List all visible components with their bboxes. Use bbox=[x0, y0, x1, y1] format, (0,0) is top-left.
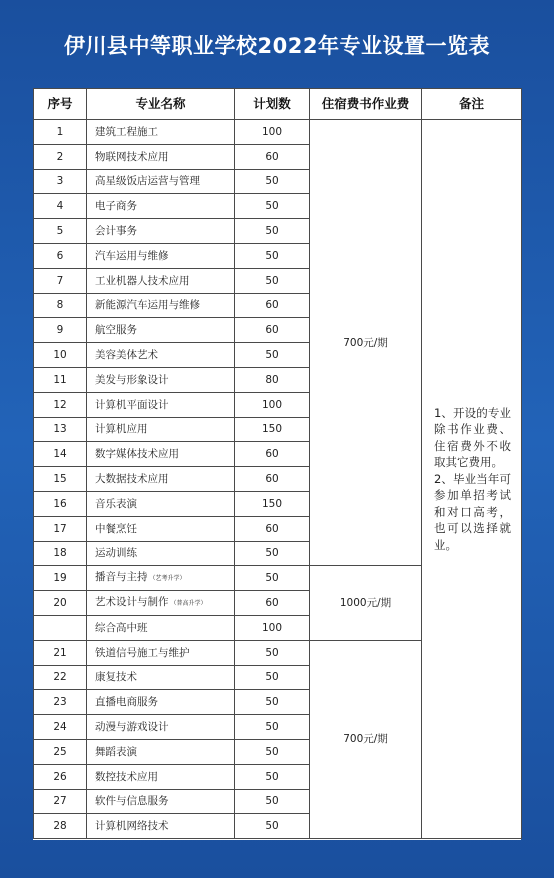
row-number: 13 bbox=[34, 417, 87, 442]
major-name: 工业机器人技术应用 bbox=[95, 274, 190, 287]
major-name: 航空服务 bbox=[95, 324, 137, 337]
major-name-cell bbox=[87, 120, 235, 145]
row-number: 17 bbox=[34, 516, 87, 541]
plan-count: 60 bbox=[235, 318, 310, 343]
plan-count: 60 bbox=[235, 591, 310, 616]
row-number: 25 bbox=[34, 739, 87, 764]
row-number: 27 bbox=[34, 789, 87, 814]
major-name-cell bbox=[87, 194, 235, 219]
major-name: 电子商务 bbox=[95, 200, 137, 213]
plan-count: 50 bbox=[235, 690, 310, 715]
plan-count: 50 bbox=[235, 343, 310, 368]
major-name-cell bbox=[87, 442, 235, 467]
row-number: 6 bbox=[34, 243, 87, 268]
major-name-cell bbox=[87, 789, 235, 814]
plan-count: 50 bbox=[235, 715, 310, 740]
row-number: 22 bbox=[34, 665, 87, 690]
major-name-cell bbox=[87, 318, 235, 343]
major-name: 舞蹈表演 bbox=[95, 745, 137, 758]
header-note: 备注 bbox=[422, 89, 522, 120]
major-name: 播音与主持 bbox=[95, 571, 148, 584]
major-name-cell bbox=[87, 516, 235, 541]
plan-count: 60 bbox=[235, 516, 310, 541]
plan-count: 80 bbox=[235, 367, 310, 392]
row-number: 10 bbox=[34, 343, 87, 368]
major-name: 计算机网络技术 bbox=[95, 820, 169, 833]
row-number: 18 bbox=[34, 541, 87, 566]
header-name: 专业名称 bbox=[87, 89, 235, 120]
major-name: 直播电商服务 bbox=[95, 696, 158, 709]
major-name-cell bbox=[87, 491, 235, 516]
fee-cell: 700元/期 bbox=[310, 640, 422, 838]
major-name-cell bbox=[87, 467, 235, 492]
major-name: 新能源汽车运用与维修 bbox=[95, 299, 200, 312]
plan-count: 150 bbox=[235, 491, 310, 516]
plan-count: 60 bbox=[235, 293, 310, 318]
major-name: 数字媒体技术应用 bbox=[95, 448, 179, 461]
major-name: 中餐烹饪 bbox=[95, 522, 137, 535]
row-number: 21 bbox=[34, 640, 87, 665]
row-number bbox=[34, 615, 87, 640]
major-note: （艺考升学） bbox=[149, 575, 186, 583]
major-name-cell bbox=[87, 367, 235, 392]
plan-count: 50 bbox=[235, 243, 310, 268]
major-name-cell bbox=[87, 219, 235, 244]
header-row bbox=[34, 89, 522, 120]
major-name: 运动训练 bbox=[95, 547, 137, 560]
plan-count: 60 bbox=[235, 442, 310, 467]
page-title: 伊川县中等职业学校2022年专业设置一览表 bbox=[64, 34, 490, 58]
plan-count: 150 bbox=[235, 417, 310, 442]
major-name-cell bbox=[87, 417, 235, 442]
row-number: 20 bbox=[34, 591, 87, 616]
major-name-cell bbox=[87, 541, 235, 566]
row-number: 5 bbox=[34, 219, 87, 244]
plan-count: 50 bbox=[235, 169, 310, 194]
plan-count: 50 bbox=[235, 640, 310, 665]
row-number: 7 bbox=[34, 268, 87, 293]
remarks-cell bbox=[422, 120, 522, 839]
row-number: 24 bbox=[34, 715, 87, 740]
row-number: 4 bbox=[34, 194, 87, 219]
plan-count: 100 bbox=[235, 120, 310, 145]
row-number: 16 bbox=[34, 491, 87, 516]
plan-count: 50 bbox=[235, 764, 310, 789]
major-name-cell bbox=[87, 739, 235, 764]
remarks-text: 1、开设的专业除书作业费、住宿费外不收取其它费用。 2、毕业当年可参加单招考试和对口高考，也可以选择就业。 bbox=[434, 405, 511, 552]
plan-count: 50 bbox=[235, 566, 310, 591]
plan-count: 100 bbox=[235, 392, 310, 417]
plan-count: 50 bbox=[235, 665, 310, 690]
major-name-cell bbox=[87, 566, 235, 591]
major-name-cell bbox=[87, 591, 235, 616]
plan-count: 50 bbox=[235, 789, 310, 814]
plan-count: 50 bbox=[235, 219, 310, 244]
major-name: 数控技术应用 bbox=[95, 770, 158, 783]
major-name: 计算机应用 bbox=[95, 423, 148, 436]
major-name-cell bbox=[87, 268, 235, 293]
major-table bbox=[33, 88, 522, 839]
table-row bbox=[34, 120, 522, 145]
table-sheet bbox=[33, 88, 521, 840]
plan-count: 50 bbox=[235, 268, 310, 293]
major-name-cell bbox=[87, 144, 235, 169]
header-no: 序号 bbox=[34, 89, 87, 120]
plan-count: 50 bbox=[235, 194, 310, 219]
header-plan: 计划数 bbox=[235, 89, 310, 120]
major-name: 高星级饭店运营与管理 bbox=[95, 175, 200, 188]
major-name-cell bbox=[87, 764, 235, 789]
major-name-cell bbox=[87, 169, 235, 194]
major-name: 计算机平面设计 bbox=[95, 398, 169, 411]
row-number: 14 bbox=[34, 442, 87, 467]
major-name: 汽车运用与维修 bbox=[95, 249, 169, 262]
plan-count: 60 bbox=[235, 144, 310, 169]
header-fee: 住宿费书作业费 bbox=[310, 89, 422, 120]
major-name: 动漫与游戏设计 bbox=[95, 721, 169, 734]
fee-cell: 1000元/期 bbox=[310, 566, 422, 640]
major-name: 康复技术 bbox=[95, 671, 137, 684]
major-name: 美容美体艺术 bbox=[95, 349, 158, 362]
major-name: 综合高中班 bbox=[95, 621, 148, 634]
row-number: 1 bbox=[34, 120, 87, 145]
major-name-cell bbox=[87, 690, 235, 715]
major-name-cell bbox=[87, 615, 235, 640]
major-name-cell bbox=[87, 343, 235, 368]
row-number: 19 bbox=[34, 566, 87, 591]
row-number: 23 bbox=[34, 690, 87, 715]
major-name-cell bbox=[87, 640, 235, 665]
major-name: 大数据技术应用 bbox=[95, 473, 169, 486]
fee-cell: 700元/期 bbox=[310, 120, 422, 566]
row-number: 11 bbox=[34, 367, 87, 392]
major-name: 铁道信号施工与维护 bbox=[95, 646, 190, 659]
plan-count: 50 bbox=[235, 541, 310, 566]
row-number: 2 bbox=[34, 144, 87, 169]
plan-count: 50 bbox=[235, 814, 310, 839]
major-note: （普高升学） bbox=[170, 600, 207, 608]
row-number: 9 bbox=[34, 318, 87, 343]
major-name-cell bbox=[87, 665, 235, 690]
major-name-cell bbox=[87, 293, 235, 318]
major-name: 物联网技术应用 bbox=[95, 150, 169, 163]
row-number: 15 bbox=[34, 467, 87, 492]
plan-count: 100 bbox=[235, 615, 310, 640]
plan-count: 60 bbox=[235, 467, 310, 492]
major-name-cell bbox=[87, 392, 235, 417]
major-name: 艺术设计与制作 bbox=[95, 596, 169, 609]
major-name-cell bbox=[87, 715, 235, 740]
row-number: 28 bbox=[34, 814, 87, 839]
major-name: 音乐表演 bbox=[95, 497, 137, 510]
row-number: 8 bbox=[34, 293, 87, 318]
plan-count: 50 bbox=[235, 739, 310, 764]
major-name: 软件与信息服务 bbox=[95, 795, 169, 808]
row-number: 26 bbox=[34, 764, 87, 789]
major-name: 建筑工程施工 bbox=[95, 125, 158, 138]
row-number: 3 bbox=[34, 169, 87, 194]
major-name-cell bbox=[87, 243, 235, 268]
major-name: 美发与形象设计 bbox=[95, 373, 169, 386]
major-name-cell bbox=[87, 814, 235, 839]
row-number: 12 bbox=[34, 392, 87, 417]
major-name: 会计事务 bbox=[95, 225, 137, 238]
